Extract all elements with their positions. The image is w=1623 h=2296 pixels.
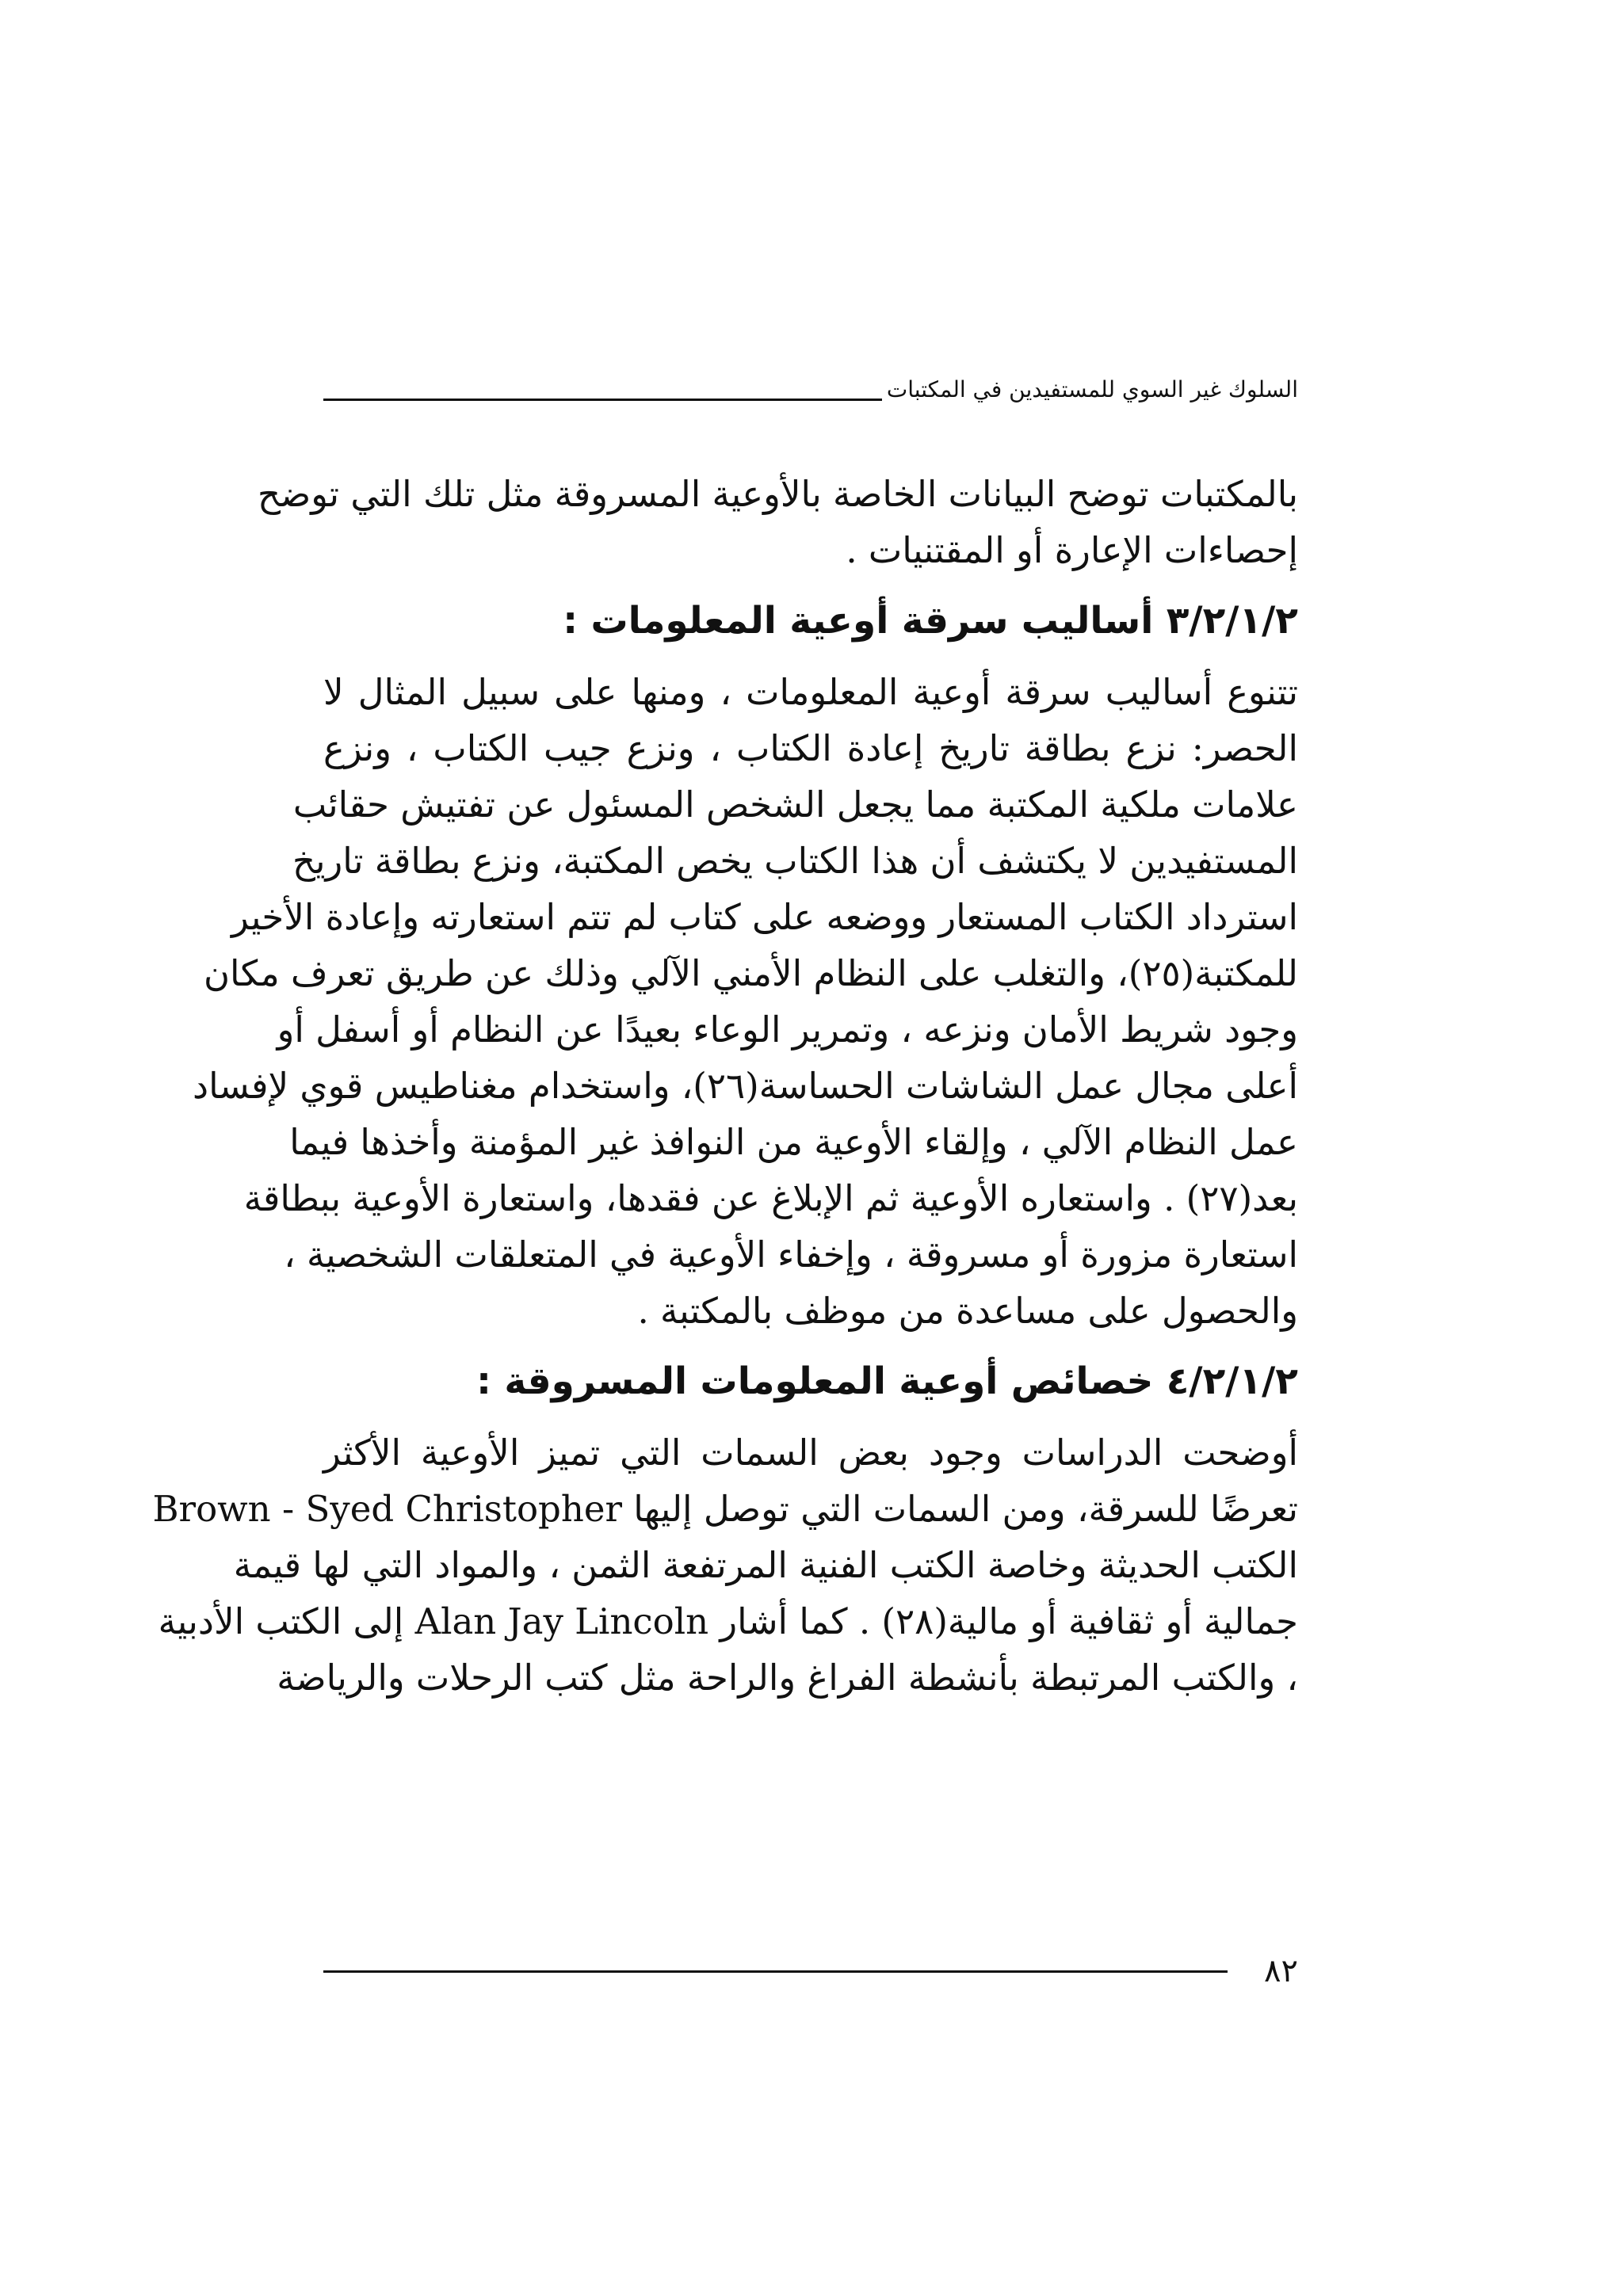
text-line: تعرضًا للسرقة، ومن السمات التي توصل إليها Brown - Syed Christopher — [152, 1488, 1298, 1530]
text-line: جمالية أو ثقافية أو مالية(٢٨) . كما أشار Alan Jay Lincoln إلى الكتب الأدبية — [158, 1600, 1298, 1642]
text-line: استرداد الكتاب المستعار ووضعه على كتاب لم تتم استعارته وإعادة الأخير — [231, 896, 1298, 938]
text-line: علامات ملكية المكتبة مما يجعل الشخص المسئول عن تفتيش حقائب — [292, 784, 1298, 826]
text-line: والحصول على مساعدة من موظف بالمكتبة . — [637, 1290, 1298, 1332]
running-header — [323, 376, 1298, 404]
text-line: المستفيدين لا يكتشف أن هذا الكتاب يخص المكتبة، ونزع بطاقة تاريخ — [292, 840, 1298, 882]
section-paragraph — [193, 664, 1298, 1339]
text-line: الحصر: نزع بطاقة تاريخ إعادة الكتاب ، ونزع جيب الكتاب ، ونزع — [323, 727, 1298, 769]
page-body — [152, 466, 1298, 1706]
intro-paragraph — [258, 466, 1298, 578]
footer-rule — [323, 1970, 1228, 1973]
header-rule — [323, 399, 882, 401]
page-number: ٨٢ — [1264, 1953, 1298, 1989]
text-line: أعلى مجال عمل الشاشات الحساسة(٢٦)، واستخدام مغناطيس قوي لإفساد — [193, 1065, 1298, 1107]
running-header-title: السلوك غير السوي للمستفيدين في المكتبات — [886, 376, 1298, 402]
section-paragraph — [152, 1425, 1298, 1706]
text-line: وجود شريط الأمان ونزعه ، وتمرير الوعاء بعيدًا عن النظام أو أسفل أو — [277, 1009, 1298, 1051]
text-line: الكتب الحديثة وخاصة الكتب الفنية المرتفعة الثمن ، والمواد التي لها قيمة — [233, 1544, 1298, 1586]
text-line: أوضحت الدراسات وجود بعض السمات التي تميز الأوعية الأكثر — [323, 1432, 1298, 1474]
text-line: للمكتبة(٢٥)، والتغلب على النظام الأمني الآلي وذلك عن طريق تعرف مكان — [203, 952, 1298, 994]
text-line: إحصاءات الإعارة أو المقتنيات . — [846, 529, 1298, 571]
text-line: عمل النظام الآلي ، وإلقاء الأوعية من النوافذ غير المؤمنة وأخذها فيما — [289, 1121, 1298, 1163]
section-heading: ٤/٢/١/٢ خصائص أوعية المعلومات المسروقة : — [476, 1360, 1298, 1403]
text-line: بعد(٢٧) . واستعاره الأوعية ثم الإبلاغ عن فقدها، واستعارة الأوعية ببطاقة — [243, 1177, 1298, 1219]
page-footer — [323, 1953, 1298, 1989]
section-heading: ٣/٢/١/٢ أساليب سرقة أوعية المعلومات : — [563, 599, 1298, 643]
text-line: استعارة مزورة أو مسروقة ، وإخفاء الأوعية في المتعلقات الشخصية ، — [284, 1234, 1298, 1276]
text-line: ، والكتب المرتبطة بأنشطة الفراغ والراحة مثل كتب الرحلات والرياضة — [277, 1657, 1298, 1699]
text-line: تتنوع أساليب سرقة أوعية المعلومات ، ومنها على سبيل المثال لا — [323, 671, 1298, 713]
text-line: بالمكتبات توضح البيانات الخاصة بالأوعية المسروقة مثل تلك التي توضح — [258, 473, 1298, 515]
